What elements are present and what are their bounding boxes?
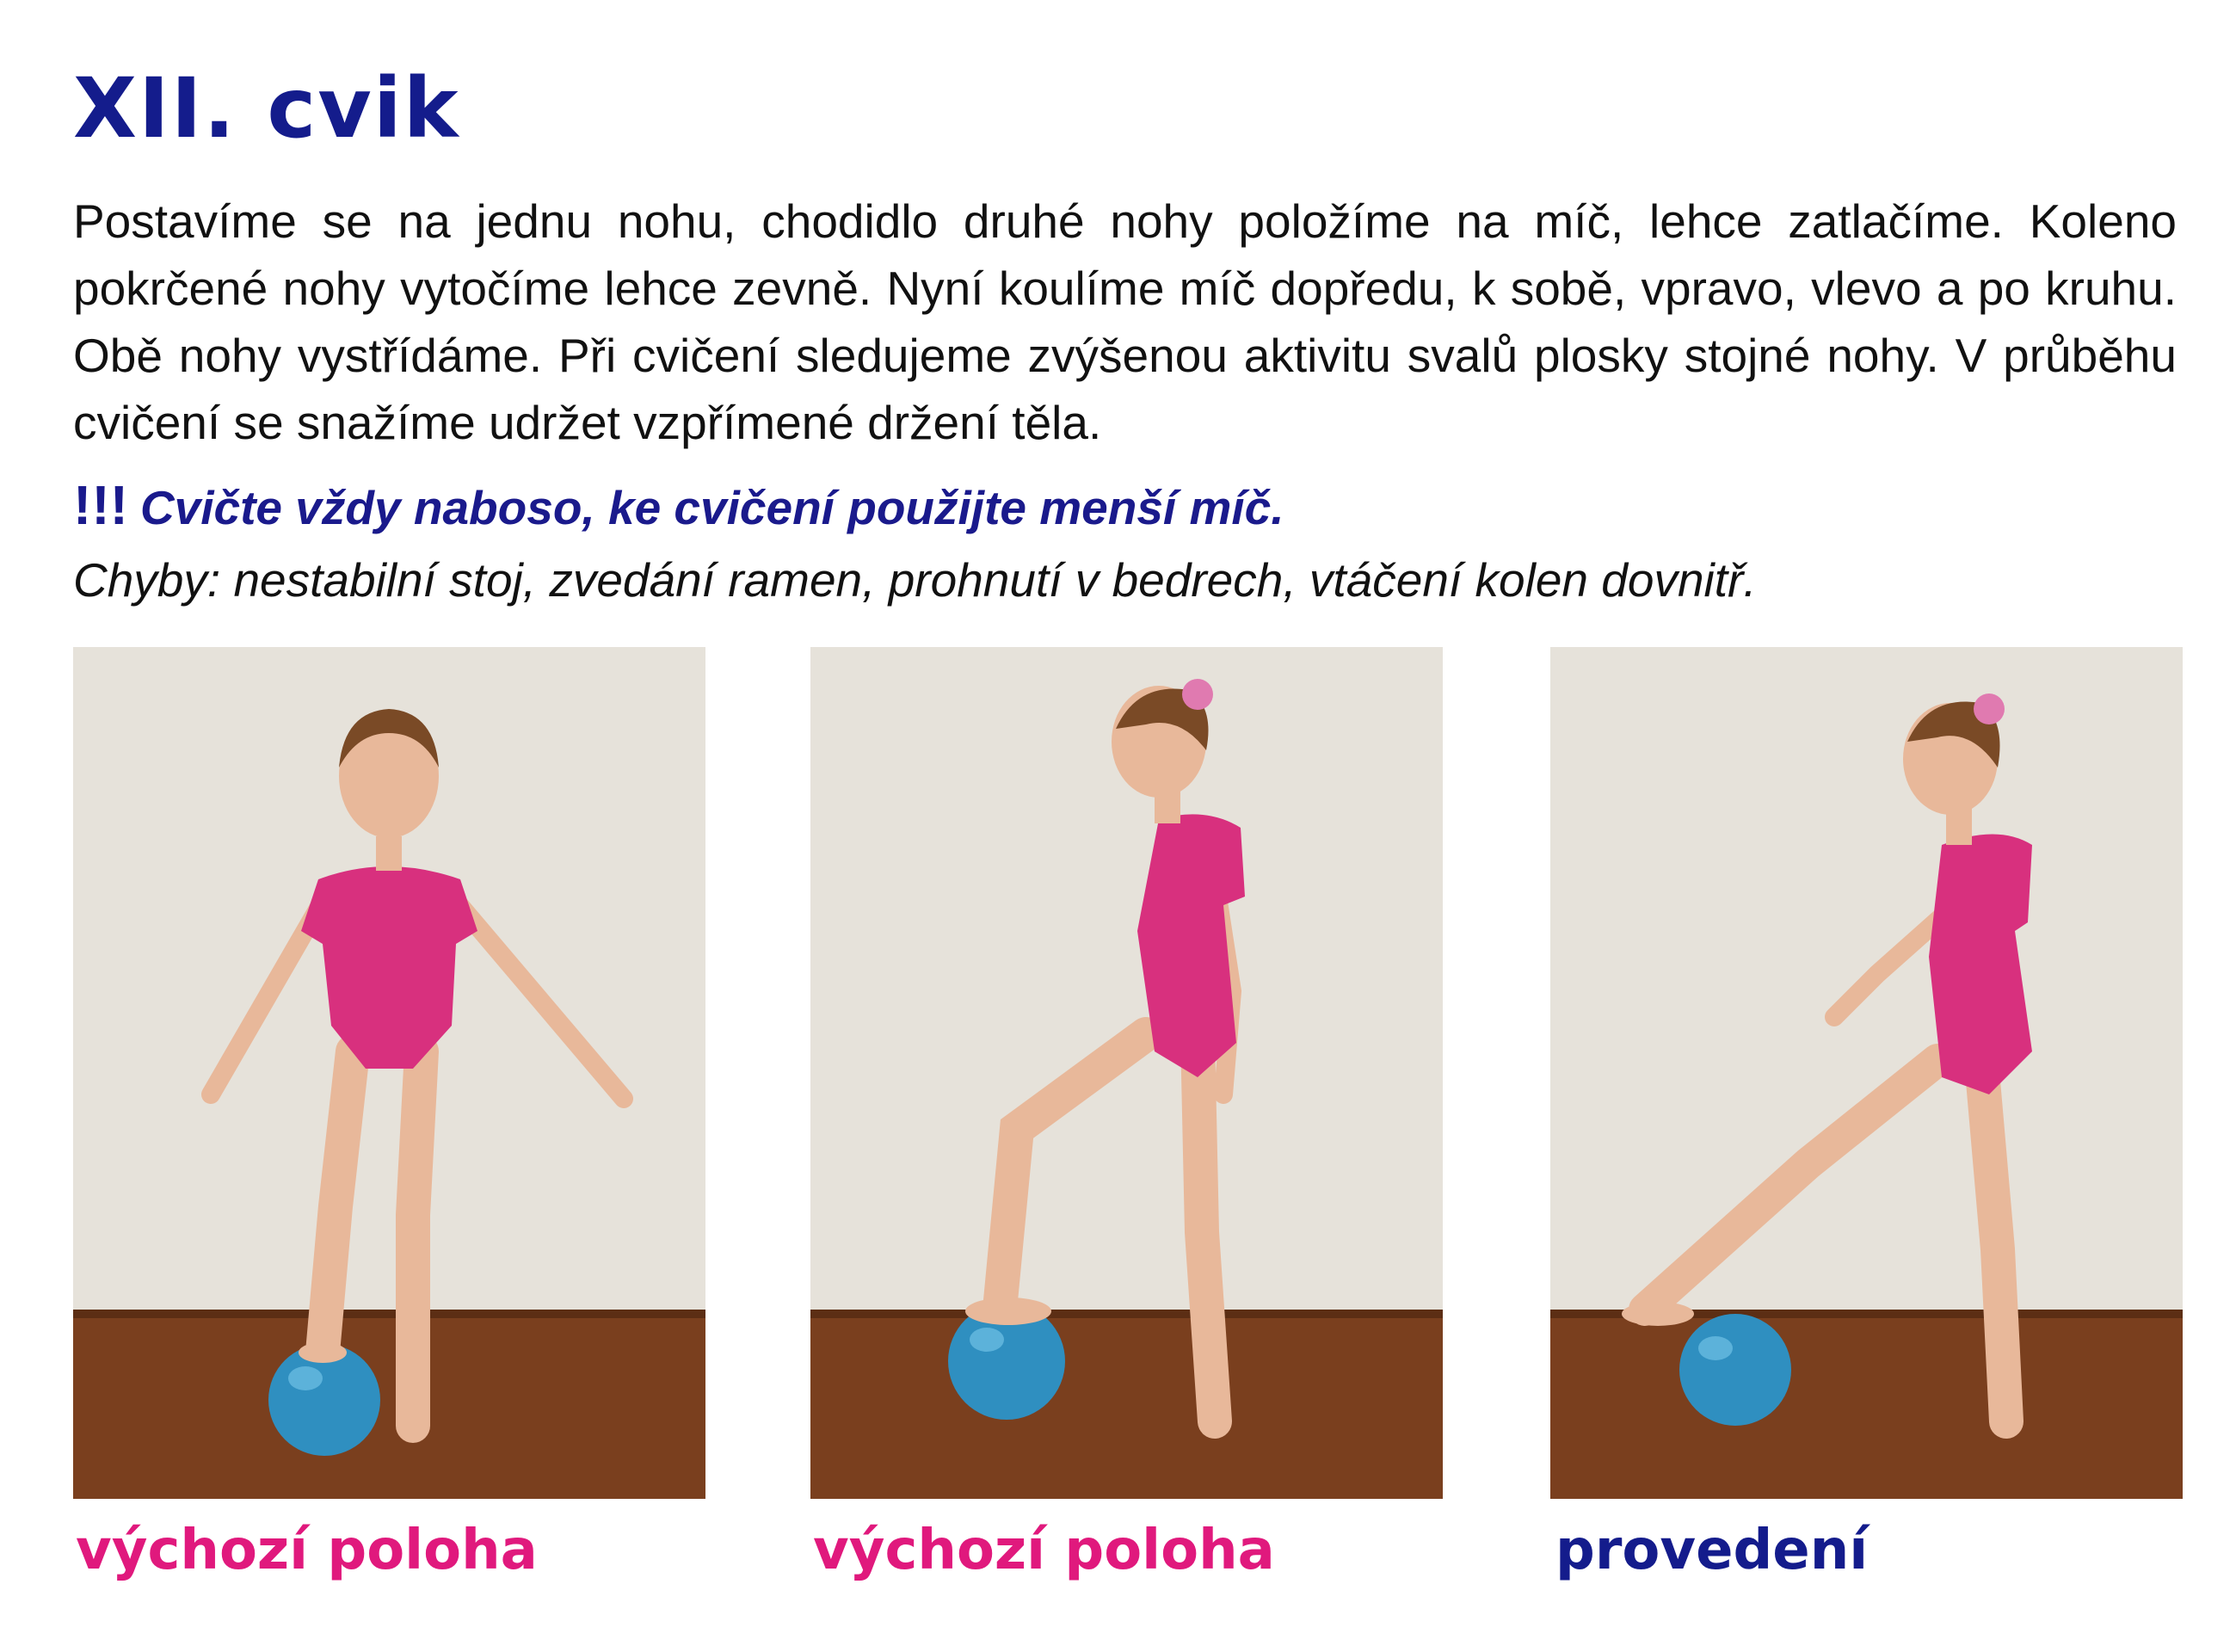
warning-exclamation-marks: !!!: [73, 474, 128, 536]
warning-note: [73, 473, 1284, 537]
warning-text: Cvičte vždy naboso, ke cvičení použijte menší míč.: [139, 481, 1284, 534]
exercise-description: Postavíme se na jednu nohu, chodidlo druhé nohy položíme na míč, lehce zatlačíme. Koleno pokrčené nohy vytočíme lehce zevně. Nyní koulíme míč dopředu, k sobě, vpravo, vlevo a po kruhu. Obě nohy vystřídáme. Při cvičení sledujeme zvýšenou aktivitu svalů plosky stojné nohy. V průběhu cvičení se snažíme udržet vzpřímené držení těla.: [73, 194, 2177, 449]
exercise-photo-starting-side: [810, 647, 1443, 1499]
exercise-photo-execution: [1550, 647, 2183, 1499]
page-title: XII. cvik: [73, 60, 460, 157]
exercise-photo-starting-front: [73, 647, 705, 1499]
errors-note: Chyby: nestabilní stoj, zvedání ramen, prohnutí v bedrech, vtáčení kolen dovnitř.: [73, 553, 1757, 607]
caption-execution: provedení: [1555, 1519, 1869, 1582]
caption-starting-position-1: výchozí poloha: [76, 1519, 538, 1582]
caption-starting-position-2: výchozí poloha: [813, 1519, 1275, 1582]
